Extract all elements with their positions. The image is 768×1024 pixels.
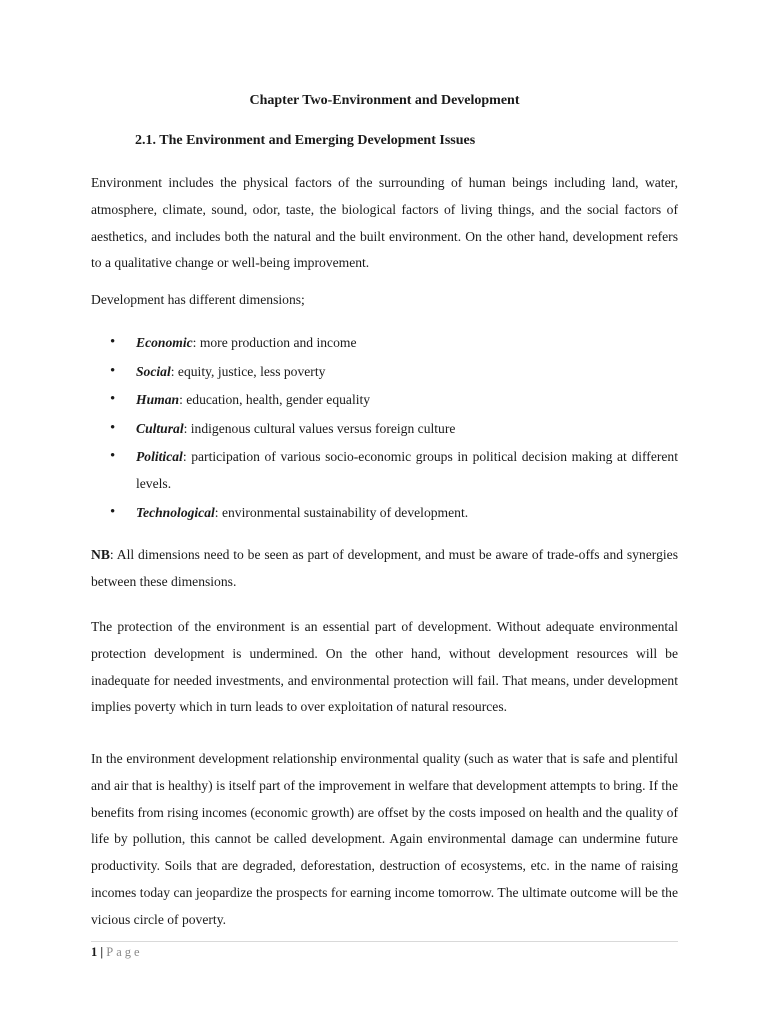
footer-separator: | bbox=[100, 945, 104, 959]
list-item bbox=[91, 499, 678, 526]
dimension-desc: : indigenous cultural values versus foreign culture bbox=[183, 420, 456, 436]
dimension-term: Political bbox=[136, 449, 183, 464]
dimension-desc: : participation of various socio-economic groups in political decision making at different levels. bbox=[136, 449, 678, 491]
dimension-term: Economic bbox=[136, 335, 193, 350]
page-number: 1 bbox=[91, 945, 98, 959]
dimension-desc: : environmental sustainability of development. bbox=[214, 504, 469, 520]
dimension-term: Technological bbox=[136, 504, 215, 520]
dimension-desc: : equity, justice, less poverty bbox=[170, 363, 326, 379]
relationship-paragraph: In the environment development relationship environmental quality (such as water that is safe and plentiful and air that is healthy) is itself part of the improvement in welfare that development attempts to bring. If the benefits from rising incomes (economic growth) are offset by the costs imposed on health and the quality of life by pollution, this cannot be called development. Again environmental damage can undermine future productivity. Soils that are degraded, deforestation, destruction of ecosystems, etc. in the name of raising incomes today can jeopardize the prospects for earning income tomorrow. The ultimate outcome will be the vicious circle of poverty. bbox=[91, 751, 678, 927]
section-heading: 2.1. The Environment and Emerging Development Issues bbox=[135, 133, 476, 148]
page-footer bbox=[91, 943, 143, 961]
dimensions-lead: Development has different dimensions; bbox=[91, 292, 305, 307]
protection-paragraph: The protection of the environment is an essential part of development. Without adequate environmental protection development is undermined. On the other hand, without development resources will be inadequate for needed investments, and environmental protection will fail. That means, under development implies poverty which in turn leads to over exploitation of natural resources. bbox=[91, 619, 678, 715]
dimension-desc: : more production and income bbox=[192, 335, 357, 350]
intro-paragraph: Environment includes the physical factors of the surrounding of human beings including land, water, atmosphere, climate, sound, odor, taste, the biological factors of living things, and the social factors of aesthetics, and includes both the natural and the built environment. On the other hand, development refers to a qualitative change or well-being improvement. bbox=[91, 175, 678, 271]
list-item bbox=[91, 415, 678, 442]
list-item bbox=[91, 329, 678, 356]
nb-text: : All dimensions need to be seen as part of development, and must be aware of trade-offs and synergies between these dimensions. bbox=[91, 547, 678, 589]
dimension-term: Social bbox=[136, 363, 171, 379]
list-item bbox=[91, 386, 678, 413]
footer-divider bbox=[91, 941, 678, 942]
chapter-title: Chapter Two-Environment and Development bbox=[249, 93, 520, 108]
list-item bbox=[91, 443, 678, 497]
nb-label: NB bbox=[91, 547, 110, 562]
dimensions-list bbox=[91, 329, 678, 527]
dimension-desc: : education, health, gender equality bbox=[179, 392, 371, 407]
nb-paragraph bbox=[91, 542, 678, 596]
dimension-term: Human bbox=[136, 392, 180, 407]
dimension-term: Cultural bbox=[136, 420, 184, 436]
page-label: Page bbox=[106, 945, 143, 959]
list-item bbox=[91, 358, 678, 385]
